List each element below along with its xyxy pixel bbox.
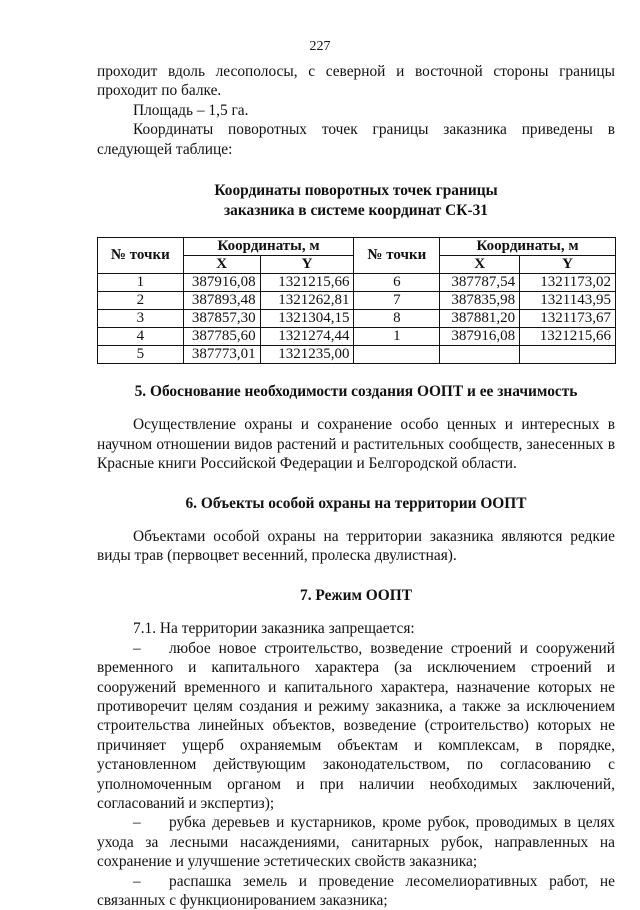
coord-y <box>520 346 616 364</box>
intro-paragraph: проходит вдоль лесополосы, с северной и восточной стороны границы проходит по балке. <box>97 63 615 100</box>
coord-x: 387785,60 <box>183 328 260 346</box>
header-point-left: № точки <box>98 238 184 274</box>
point-number: 2 <box>98 292 184 310</box>
coord-x: 387857,30 <box>183 310 260 328</box>
coord-x <box>440 346 520 364</box>
coord-y: 1321215,66 <box>260 274 354 292</box>
page-number: 227 <box>309 39 331 54</box>
table-row <box>98 346 616 364</box>
table-title-line-2: заказника в системе координат СК-31 <box>224 202 488 220</box>
coord-x: 387893,48 <box>183 292 260 310</box>
section-7-title: 7. Режим ООПТ <box>300 586 412 604</box>
coord-y: 1321173,67 <box>520 310 616 328</box>
coordinates-intro-paragraph: Координаты поворотных точек границы заказника приведены в следующей таблице: <box>97 121 615 158</box>
coord-y: 1321173,02 <box>520 274 616 292</box>
list-item <box>97 813 615 871</box>
table-row <box>98 310 616 328</box>
list-item-text: любое новое строительство, возведение строений и сооружений временного и капитального характера (за исключением строений и сооружений временного и капитального характера, назначение которых не противоречит целям создания и режиму заказника, а также за исключением строительства линейных объектов, возведение (строительство) которых не причиняет ущерб охраняемым объектам и комплексам, в порядке, установленном действующим законодательством, по согласованию с уполномоченным органом и при наличии необходимых заключений, согласований и экспертиз); <box>97 639 615 812</box>
dash-marker: – <box>133 872 141 890</box>
coord-x: 387881,20 <box>440 310 520 328</box>
list-item <box>97 639 615 814</box>
coord-y: 1321215,66 <box>520 328 616 346</box>
point-number: 5 <box>98 346 184 364</box>
header-coords-left: Координаты, м <box>183 238 354 256</box>
area-paragraph: Площадь – 1,5 га. <box>133 101 249 119</box>
header-x-right: X <box>440 256 520 274</box>
header-coords-right: Координаты, м <box>440 238 616 256</box>
header-y-right: Y <box>520 256 616 274</box>
point-number: 4 <box>98 328 184 346</box>
coord-y: 1321143,95 <box>520 292 616 310</box>
point-number: 1 <box>98 274 184 292</box>
coord-y: 1321235,00 <box>260 346 354 364</box>
header-point-right: № точки <box>354 238 440 274</box>
table-title <box>97 181 615 221</box>
dash-marker: – <box>133 639 141 657</box>
section-6-text: Объектами особой охраны на территории заказника являются редкие виды трав (первоцвет весенний, пролеска двулистная). <box>97 528 615 565</box>
point-number: 7 <box>354 292 440 310</box>
section-7-intro: 7.1. На территории заказника запрещается: <box>133 620 415 638</box>
coord-y: 1321262,81 <box>260 292 354 310</box>
coord-x: 387916,08 <box>440 328 520 346</box>
point-number: 6 <box>354 274 440 292</box>
header-x-left: X <box>183 256 260 274</box>
coordinates-table <box>97 237 616 364</box>
section-5-title: 5. Обоснование необходимости создания ООПТ и ее значимость <box>134 383 578 401</box>
coord-x: 387787,54 <box>440 274 520 292</box>
section-5-text: Осуществление охраны и сохранение особо ценных и интересных в научном отношении видов растений и растительных сообществ, занесенных в Красные книги Российской Федерации и Белгородской области. <box>97 416 615 473</box>
coord-x: 387916,08 <box>183 274 260 292</box>
point-number: 1 <box>354 328 440 346</box>
point-number: 3 <box>98 310 184 328</box>
dash-marker: – <box>133 814 141 832</box>
coord-x: 387835,98 <box>440 292 520 310</box>
list-item-text: рубка деревьев и кустарников, кроме рубок, проводимых в целях ухода за лесными насаждениями, санитарных рубок, направленных на сохранение и улучшение эстетических свойств заказника; <box>97 814 615 871</box>
coord-x: 387773,01 <box>183 346 260 364</box>
coord-y: 1321304,15 <box>260 310 354 328</box>
list-item <box>97 872 615 910</box>
point-number: 8 <box>354 310 440 328</box>
table-row <box>98 328 616 346</box>
table-row <box>98 274 616 292</box>
page-content <box>97 62 615 910</box>
list-item-text: распашка земель и проведение лесомелиоративных работ, не связанных с функционированием заказника; <box>97 872 615 909</box>
table-row <box>98 292 616 310</box>
coord-y: 1321274,44 <box>260 328 354 346</box>
table-title-line-1: Координаты поворотных точек границы <box>214 182 498 200</box>
header-y-left: Y <box>260 256 354 274</box>
point-number <box>354 346 440 364</box>
section-6-title: 6. Объекты особой охраны на территории ООПТ <box>185 494 527 512</box>
